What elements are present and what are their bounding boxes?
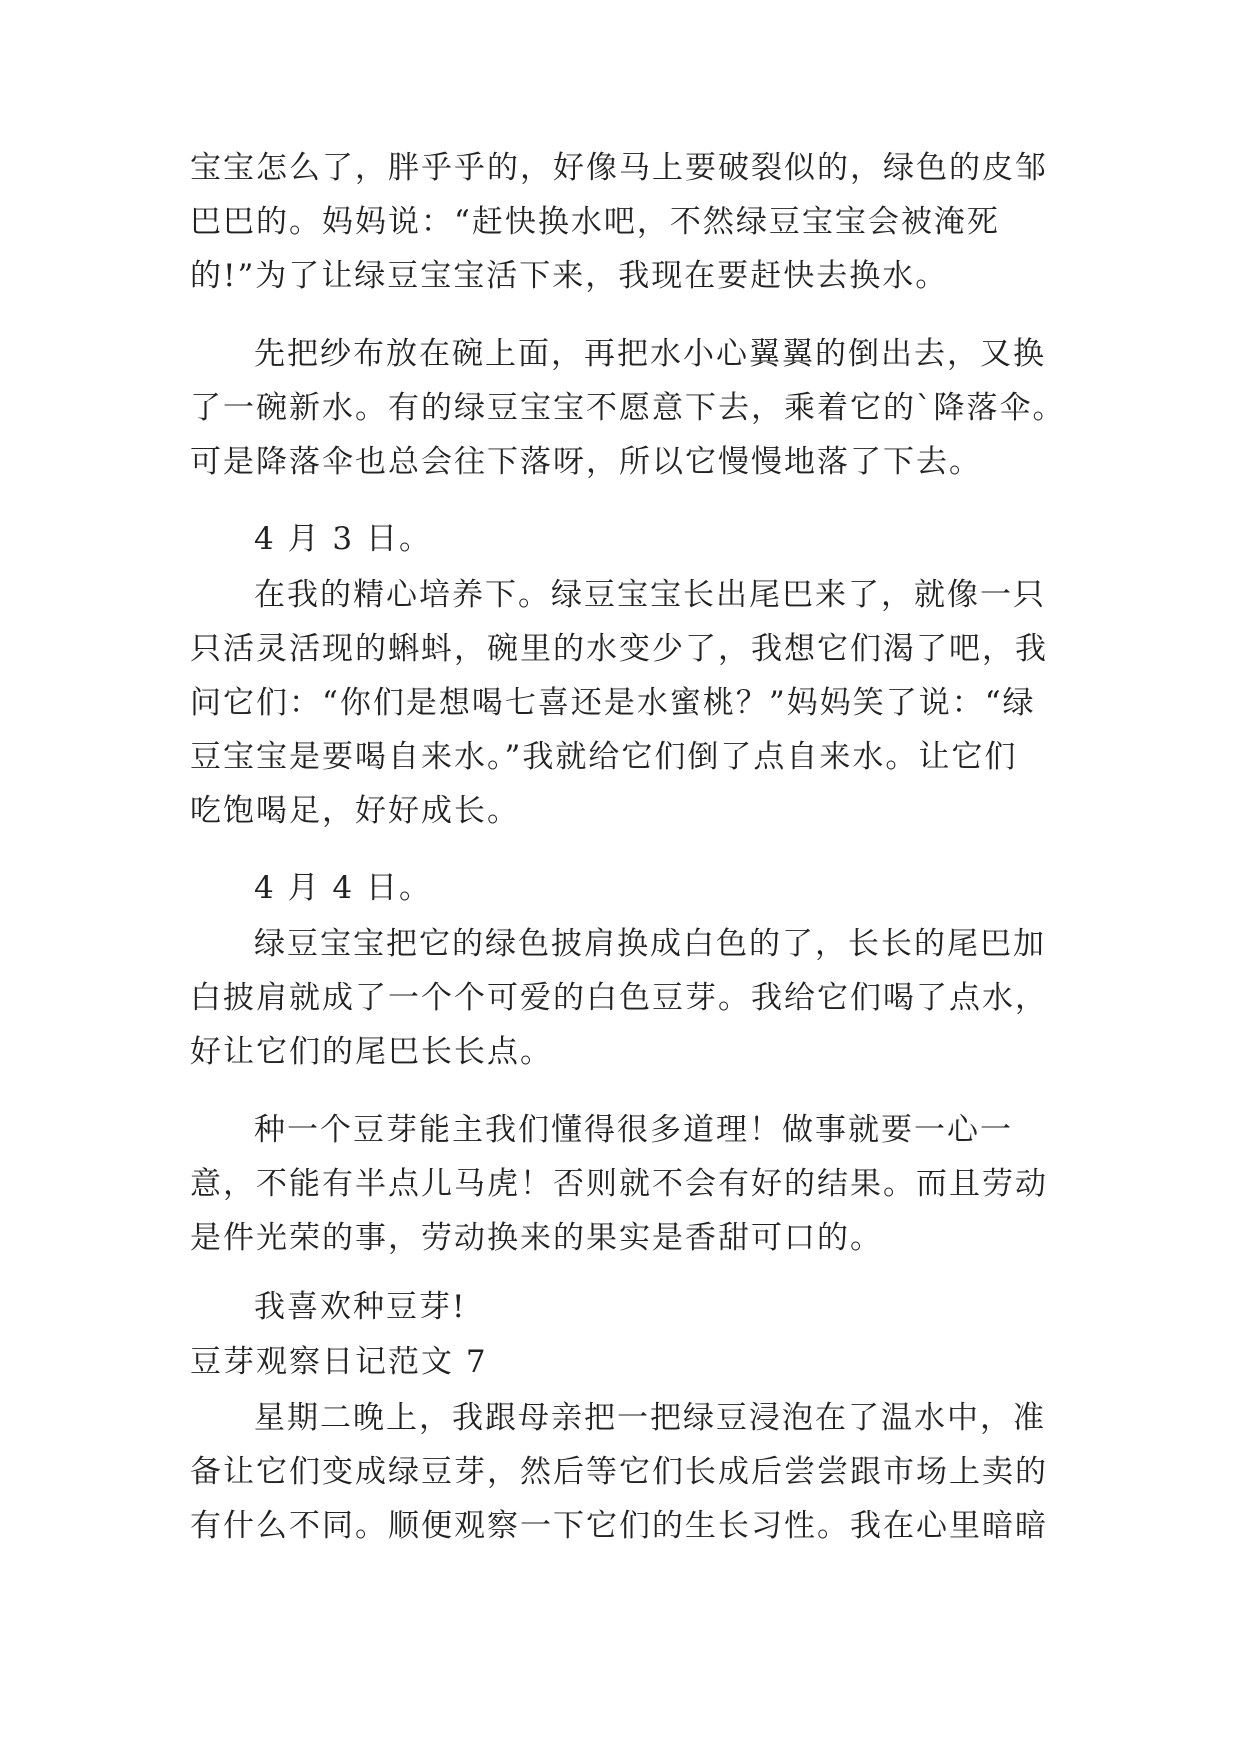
text-line: 的!”为了让绿豆宝宝活下来，我现在要赶快去换水。 (190, 258, 949, 294)
date-line: 4 月 4 日。 (254, 870, 433, 906)
text-line: 备让它们变成绿豆芽，然后等它们长成后尝尝跟市场上卖的 (190, 1454, 1048, 1490)
text-line: 豆宝宝是要喝自来水。”我就给它们倒了点自来水。让它们 (190, 739, 1018, 775)
text-line: 了一碗新水。有的绿豆宝宝不愿意下去，乘着它的`降落伞。 (190, 390, 1066, 426)
section-heading: 豆芽观察日记范文 7 (190, 1344, 488, 1380)
text-line: 宝宝怎么了，胖乎乎的，好像马上要破裂似的，绿色的皮邹 (190, 150, 1048, 186)
text-line: 只活灵活现的蝌蚪，碗里的水变少了，我想它们渴了吧，我 (190, 631, 1048, 667)
paragraph-first-line: 种一个豆芽能主我们懂得很多道理！做事就要一心一 (254, 1112, 1013, 1148)
text-line: 白披肩就成了一个个可爱的白色豆芽。我给它们喝了点水， (190, 980, 1048, 1016)
paragraph-first-line: 绿豆宝宝把它的绿色披肩换成白色的了，长长的尾巴加 (254, 926, 1046, 962)
text-line: 意，不能有半点儿马虎！否则就不会有好的结果。而且劳动 (190, 1166, 1048, 1202)
paragraph-line: 我喜欢种豆芽! (254, 1289, 467, 1325)
text-line: 可是降落伞也总会往下落呀，所以它慢慢地落了下去。 (190, 444, 982, 480)
text-line: 问它们：“你们是想喝七喜还是水蜜桃？”妈妈笑了说：“绿 (190, 685, 1036, 721)
date-line: 4 月 3 日。 (254, 521, 433, 557)
text-line: 有什么不同。顺便观察一下它们的生长习性。我在心里暗暗 (190, 1508, 1048, 1544)
text-line: 是件光荣的事，劳动换来的果实是香甜可口的。 (190, 1220, 883, 1256)
paragraph-first-line: 星期二晚上，我跟母亲把一把绿豆浸泡在了温水中，准 (254, 1400, 1046, 1436)
paragraph-first-line: 先把纱布放在碗上面，再把水小心翼翼的倒出去，又换 (254, 336, 1046, 372)
text-line: 巴巴的。妈妈说：“赶快换水吧，不然绿豆宝宝会被淹死 (190, 204, 1000, 240)
text-line: 好让它们的尾巴长长点。 (190, 1034, 553, 1070)
paragraph-first-line: 在我的精心培养下。绿豆宝宝长出尾巴来了，就像一只 (254, 577, 1046, 613)
text-line: 吃饱喝足，好好成长。 (190, 793, 520, 829)
